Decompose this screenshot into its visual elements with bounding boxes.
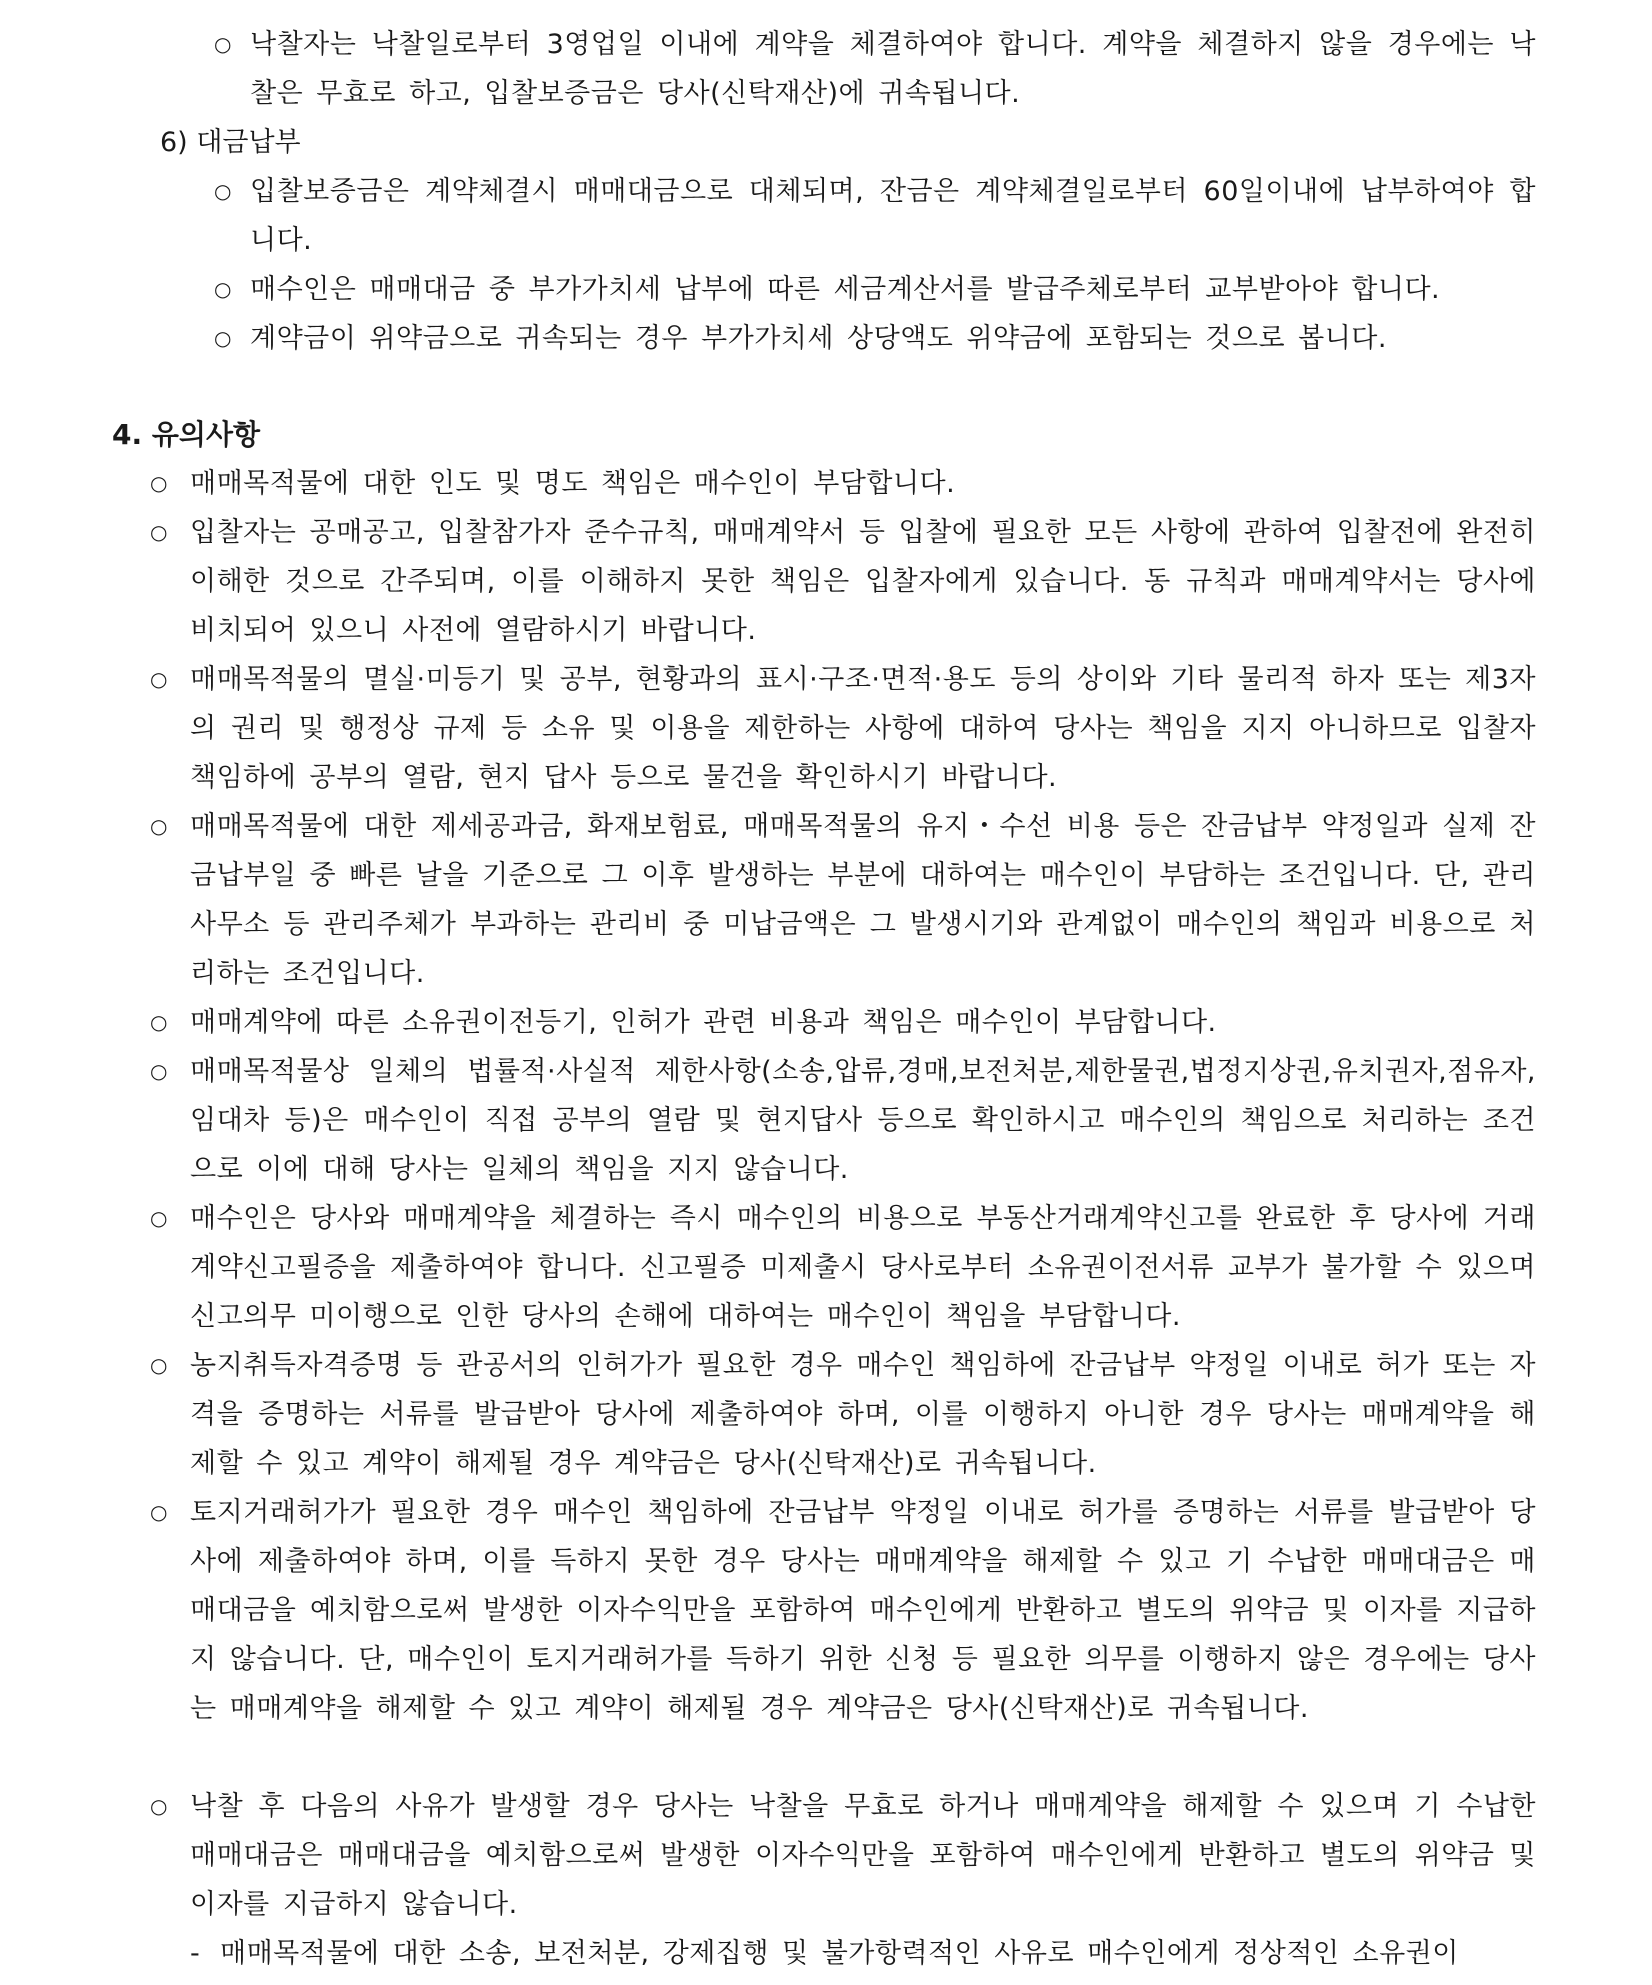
bullet-icon: ○: [214, 277, 232, 301]
payment-item: 매수인은 매매대금 중 부가가치세 납부에 따른 세금계산서를 발급주체로부터 교부받아야 합니다.: [250, 274, 1441, 305]
notice-item: 매매목적물에 대한 인도 및 명도 책임은 매수인이 부담합니다.: [190, 468, 956, 499]
notice-item: 매매목적물상 일체의 법률적·사실적 제한사항(소송,압류,경매,보전처분,제한물권,법정지상권,유치권자,점유자,임대차 등)은 매수인이 직접 공부의 열람 및 현지답사 등으로 확인하시고 매수인의 책임으로 처리하는 조건으로 이에 대해 당사는 일체의 책임을 지지 않습니다.: [190, 1056, 1536, 1185]
bullet-icon: ○: [150, 1059, 168, 1083]
bullet-icon: ○: [150, 667, 168, 691]
dash-marker: -: [190, 1938, 200, 1969]
bullet-icon: ○: [150, 520, 168, 544]
bullet-icon: ○: [214, 179, 232, 203]
bullet-icon: ○: [150, 1500, 168, 1524]
notice-item: 농지취득자격증명 등 관공서의 인허가가 필요한 경우 매수인 책임하에 잔금납부 약정일 이내로 허가 또는 자격을 증명하는 서류를 발급받아 당사에 제출하여야 하며, 이를 이행하지 아니한 경우 당사는 매매계약을 해제할 수 있고 계약이 해제될 경우 계약금은 당사(신탁재산)로 귀속됩니다.: [190, 1350, 1536, 1479]
notice-item: 매매계약에 따른 소유권이전등기, 인허가 관련 비용과 책임은 매수인이 부담합니다.: [190, 1007, 1217, 1038]
payment-item: 입찰보증금은 계약체결시 매매대금으로 대체되며, 잔금은 계약체결일로부터 60일이내에 납부하여야 합니다.: [250, 176, 1536, 256]
section-number: 4.: [112, 418, 143, 451]
notice-item: 매수인은 당사와 매매계약을 체결하는 즉시 매수인의 비용으로 부동산거래계약신고를 완료한 후 당사에 거래계약신고필증을 제출하여야 합니다. 신고필증 미제출시 당사로부터 소유권이전서류 교부가 불가할 수 있으며 신고의무 미이행으로 인한 당사의 손해에 대하여는 매수인이 책임을 부담합니다.: [190, 1203, 1536, 1332]
bullet-icon: ○: [214, 32, 232, 56]
section-heading: [112, 410, 260, 459]
bullet-icon: ○: [150, 1010, 168, 1034]
award-contract-paragraph: 낙찰자는 낙찰일로부터 3영업일 이내에 계약을 체결하여야 합니다. 계약을 체결하지 않을 경우에는 낙찰은 무효로 하고, 입찰보증금은 당사(신탁재산)에 귀속됩니다.: [250, 29, 1536, 109]
notice-item: 토지거래허가가 필요한 경우 매수인 책임하에 잔금납부 약정일 이내로 허가를 증명하는 서류를 발급받아 당사에 제출하여야 하며, 이를 득하지 못한 경우 당사는 매매계약을 해제할 수 있고 기 수납한 매매대금은 매매대금을 예치함으로써 발생한 이자수익만을 포함하여 매수인에게 반환하고 별도의 위약금 및 이자를 지급하지 않습니다. 단, 매수인이 토지거래허가를 득하기 위한 신청 등 필요한 의무를 이행하지 않은 경우에는 당사는 매매계약을 해제할 수 있고 계약이 해제될 경우 계약금은 당사(신탁재산)로 귀속됩니다.: [190, 1497, 1536, 1724]
notice-item: 매매목적물의 멸실·미등기 및 공부, 현황과의 표시·구조·면적·용도 등의 상이와 기타 물리적 하자 또는 제3자의 권리 및 행정상 규제 등 소유 및 이용을 제한하는 사항에 대하여 당사는 책임을 지지 아니하므로 입찰자 책임하에 공부의 열람, 현지 답사 등으로 물건을 확인하시기 바랍니다.: [190, 664, 1536, 793]
notice-item: 낙찰 후 다음의 사유가 발생할 경우 당사는 낙찰을 무효로 하거나 매매계약을 해제할 수 있으며 기 수납한 매매대금은 매매대금을 예치함으로써 발생한 이자수익만을 포함하여 매수인에게 반환하고 별도의 위약금 및 이자를 지급하지 않습니다.: [190, 1791, 1536, 1920]
bullet-icon: ○: [150, 471, 168, 495]
bullet-icon: ○: [214, 326, 232, 350]
subsection-title: 대금납부: [196, 127, 301, 158]
bullet-icon: ○: [150, 1794, 168, 1818]
notice-item: 매매목적물에 대한 제세공과금, 화재보험료, 매매목적물의 유지・수선 비용 등은 잔금납부 약정일과 실제 잔금납부일 중 빠른 날을 기준으로 그 이후 발생하는 부분에 대하여는 매수인이 부담하는 조건입니다. 단, 관리사무소 등 관리주체가 부과하는 관리비 중 미납금액은 그 발생시기와 관계없이 매수인의 책임과 비용으로 처리하는 조건입니다.: [190, 811, 1536, 989]
section-title: 유의사항: [151, 418, 261, 451]
bullet-icon: ○: [150, 1353, 168, 1377]
sub-item: 매매목적물에 대한 소송, 보전처분, 강제집행 및 불가항력적인 사유로 매수인에게 정상적인 소유권이: [220, 1938, 1459, 1969]
bullet-icon: ○: [150, 1206, 168, 1230]
notice-item: 입찰자는 공매공고, 입찰참가자 준수규칙, 매매계약서 등 입찰에 필요한 모든 사항에 관하여 입찰전에 완전히 이해한 것으로 간주되며, 이를 이해하지 못한 책임은 입찰자에게 있습니다. 동 규칙과 매매계약서는 당사에 비치되어 있으니 사전에 열람하시기 바랍니다.: [190, 517, 1536, 646]
payment-item: 계약금이 위약금으로 귀속되는 경우 부가가치세 상당액도 위약금에 포함되는 것으로 봅니다.: [250, 323, 1387, 354]
subsection-heading: [160, 118, 301, 167]
bullet-icon: ○: [150, 814, 168, 838]
subsection-number: 6): [160, 127, 188, 158]
